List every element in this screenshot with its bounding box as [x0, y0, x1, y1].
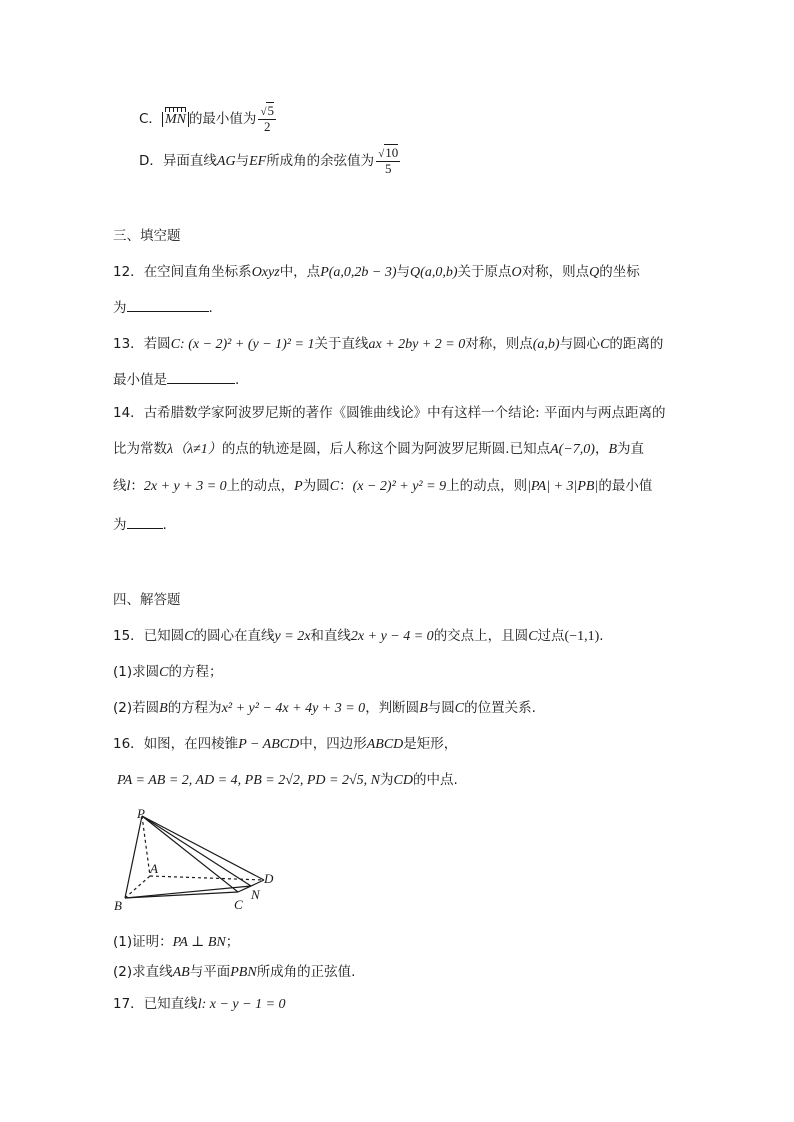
edge-pd	[142, 816, 264, 880]
option-d	[139, 146, 400, 176]
circle-c: C	[528, 629, 538, 644]
q14-text: 的最小值	[598, 478, 653, 494]
circle-c: C	[159, 665, 169, 680]
label-b: B	[114, 898, 122, 913]
q15-part2-text: 的位置关系.	[464, 700, 536, 716]
q14-text: 为直	[617, 441, 644, 457]
circle-b: B	[419, 701, 428, 716]
option-d-text2: 所成角的余弦值为	[266, 153, 375, 169]
q15-text: 和直线	[310, 628, 351, 644]
label-n: N	[251, 887, 260, 902]
point-p: P	[320, 265, 329, 280]
point-q: Q	[589, 265, 600, 280]
line-equation: : x − y − 1 = 0	[201, 997, 286, 1012]
q15-part2-text: (2)若圆	[113, 700, 160, 716]
q16-text: 是矩形，	[403, 736, 458, 752]
q14-text: 的点的轨迹是圆，后人称这个圆为阿波罗尼斯圆.已知点	[221, 441, 551, 457]
q16-text: 的中点.	[412, 772, 458, 788]
label-a: A	[150, 861, 158, 876]
circle-equation: (x − 2)² + y² = 9	[352, 479, 447, 494]
line-equation: ax + 2by + 2 = 0	[368, 337, 466, 352]
q16-conditions: PA = AB = 2, AD = 4, PB = 2√2, PD = 2√5, N	[117, 773, 381, 788]
q16-line1	[113, 734, 457, 755]
option-d-text: 异面直线	[162, 153, 217, 169]
period: .	[599, 628, 604, 644]
q14-text: ：	[339, 478, 353, 494]
answer-blank[interactable]	[127, 516, 163, 529]
q15-part2-text: ，判断圆	[365, 700, 420, 716]
q16-part2	[113, 962, 355, 983]
q15-part1-end: 的方程；	[168, 664, 223, 680]
option-d-label: D．	[139, 153, 163, 169]
q15-part2-text: 的方程为	[167, 700, 222, 716]
q14-number: 14．	[113, 405, 144, 421]
period: .	[208, 300, 213, 316]
circle-c: C	[600, 337, 610, 352]
q15-number: 15．	[113, 628, 144, 644]
label-d: D	[264, 871, 274, 886]
q14-line1	[113, 403, 666, 423]
q12-number: 12．	[113, 264, 144, 280]
coord-system: Oxyz	[251, 265, 280, 280]
label-c: C	[234, 897, 243, 912]
option-c-text: 的最小值为	[188, 111, 257, 127]
edge-pn	[142, 816, 251, 886]
q16-part1-text: (1)证明：	[113, 934, 173, 950]
q16-text: 如图，在四棱锥	[143, 736, 239, 752]
q14-text: 上的动点，则	[446, 478, 528, 494]
point-a: A(−7,0)	[550, 442, 595, 457]
q15-text: 的圆心在直线	[193, 628, 275, 644]
fraction-sqrt10-over-5: $\frac{√10}{5}$	[378, 145, 399, 176]
point-q-coords: (a,0,b)	[420, 265, 458, 280]
line-ab: AB	[172, 965, 190, 980]
q16-part2-text: 与平面	[189, 964, 231, 980]
q16-number: 16．	[113, 736, 144, 752]
q15-part1-text: (1)求圆	[113, 664, 160, 680]
pyramid-name: P − ABCD	[238, 737, 300, 752]
q14-text: 为	[113, 517, 127, 533]
line-ag: AG	[216, 154, 236, 169]
q15-part2-text: 与圆	[427, 700, 455, 716]
line-l: l	[126, 479, 131, 494]
period: .	[162, 517, 167, 533]
option-c-label: C．	[139, 111, 162, 127]
distance-expression: |PA| + 3|PB|	[527, 479, 599, 494]
quadrilateral-name: ABCD	[366, 737, 404, 752]
q14-text: ：	[130, 478, 144, 494]
q12-text: 对称，则点	[521, 264, 590, 280]
point-p: P	[294, 479, 303, 494]
q13-number: 13．	[113, 336, 144, 352]
circle-c: C	[329, 479, 340, 494]
line-equation: y = 2x	[274, 629, 311, 644]
q12-line2	[113, 298, 213, 318]
q16-part2-text: 所成角的正弦值.	[256, 964, 356, 980]
point-q: Q	[410, 265, 421, 280]
circle-b-equation: x² + y² − 4x + 4y + 3 = 0	[221, 701, 366, 716]
q14-text: 为圆	[302, 478, 330, 494]
pyramid-figure	[110, 806, 290, 918]
circle-equation: C: (x − 2)² + (y − 1)² = 1	[170, 337, 315, 352]
lambda-constant: λ（λ≠1）	[167, 442, 222, 457]
q16-part1-end: ；	[225, 934, 240, 950]
point-coords: (−1,1)	[564, 629, 600, 644]
q15-text: 的交点上，且圆	[433, 628, 529, 644]
q14-line4	[113, 515, 167, 535]
q13-text: 最小值是	[113, 372, 167, 388]
q17-line1	[113, 994, 286, 1015]
line-ef: EF	[249, 154, 267, 169]
label-p: P	[137, 806, 145, 821]
q15-part1	[113, 662, 222, 683]
q12-text: 为	[113, 300, 127, 316]
q12-text: 的坐标	[599, 264, 640, 280]
point-b: B	[608, 442, 617, 457]
edge-pc	[142, 816, 238, 892]
q16-part1	[113, 932, 239, 953]
q15-line1	[113, 626, 604, 647]
q13-line1	[113, 334, 663, 355]
q14-text: ，	[594, 441, 609, 457]
q13-text: 与圆心	[559, 336, 601, 352]
q13-text: 对称，则点	[465, 336, 533, 352]
section-4-title: 四、解答题	[113, 592, 181, 608]
q14-line2	[113, 439, 644, 460]
q12-text: 与	[396, 264, 411, 280]
period: .	[235, 372, 240, 388]
option-c	[139, 104, 276, 134]
section-3-title: 三、填空题	[113, 228, 181, 244]
answer-blank[interactable]	[127, 299, 209, 312]
perpendicular-statement: PA ⊥ BN	[172, 935, 226, 950]
q16-text: 为	[380, 772, 394, 788]
q13-text: 的距离的	[609, 336, 664, 352]
vector-mn-magnitude	[162, 112, 189, 127]
q16-part2-text: (2)求直线	[113, 964, 173, 980]
q13-line2	[113, 370, 239, 390]
q14-text: 线	[113, 478, 127, 494]
circle-b: B	[159, 701, 168, 716]
vector-mn: MN	[165, 110, 186, 130]
fraction-sqrt5-over-2: $\frac{√5}{2}$	[260, 103, 274, 134]
answer-blank[interactable]	[167, 371, 235, 384]
q14-text: 比为常数	[113, 441, 167, 457]
line-equation: 2x + y − 4 = 0	[350, 629, 434, 644]
q12-text: 中，点	[279, 264, 321, 280]
circle-c: C	[184, 629, 194, 644]
q14-text: 上的动点，	[226, 478, 295, 494]
q15-part2	[113, 698, 536, 719]
edge-ad-hidden	[150, 876, 264, 880]
q12-text: 关于原点	[457, 264, 512, 280]
q13-text: 关于直线	[314, 336, 369, 352]
segment-cd: CD	[393, 773, 413, 788]
q12-line1	[113, 262, 640, 283]
point-ab: (a,b)	[532, 337, 560, 352]
q15-text: 已知圆	[143, 628, 185, 644]
origin-o: O	[511, 265, 522, 280]
q16-line2	[117, 770, 458, 791]
q14-text: 古希腊数学家阿波罗尼斯的著作《圆锥曲线论》中有这样一个结论: 平面内与两点距离的	[143, 405, 666, 421]
line-equation: 2x + y + 3 = 0	[143, 479, 227, 494]
q13-text: 若圆	[143, 336, 171, 352]
edge-pa-hidden	[142, 816, 150, 876]
q17-text: 已知直线	[143, 996, 198, 1012]
point-p-coords: (a,0,2b − 3)	[328, 265, 397, 280]
line-l: l	[197, 997, 202, 1012]
q17-number: 17．	[113, 996, 144, 1012]
circle-c: C	[454, 701, 465, 716]
q16-text: 中，四边形	[299, 736, 367, 752]
q14-line3	[113, 476, 652, 497]
q15-text: 过点	[537, 628, 565, 644]
plane-pbn: PBN	[230, 965, 257, 980]
q12-text: 在空间直角坐标系	[143, 264, 252, 280]
conj: 与	[235, 153, 250, 169]
